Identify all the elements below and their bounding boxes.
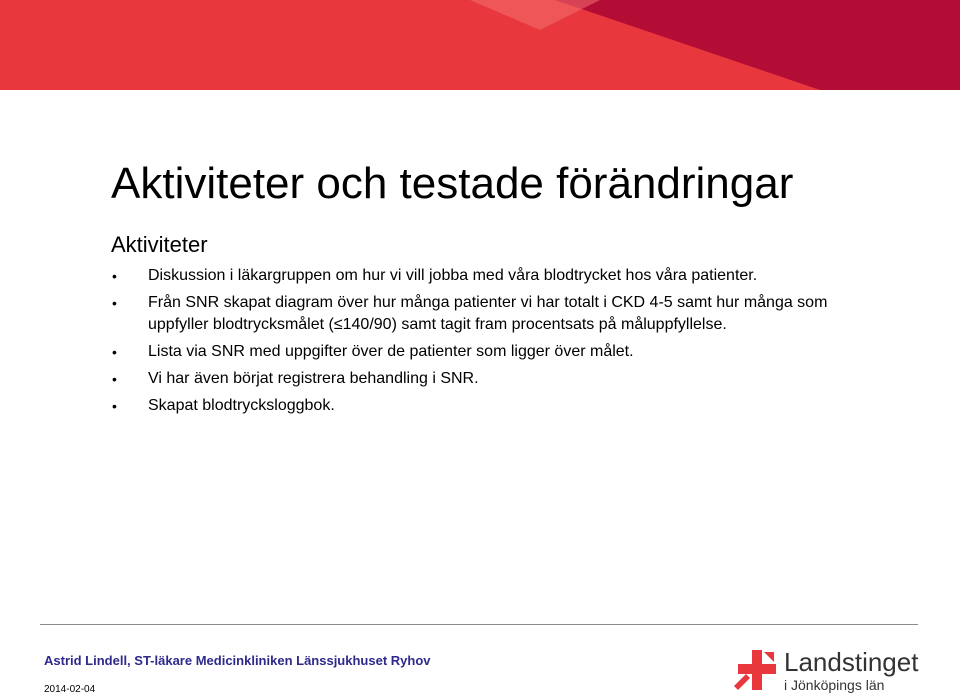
footer-author: Astrid Lindell, ST-läkare Medicinkliniken Länssjukhuset Ryhov [44,653,431,668]
landstinget-logo [734,644,924,696]
cross-arrow-icon [734,648,778,692]
footer-divider [40,624,918,625]
bullet-dot-icon: • [112,398,117,414]
bullet-item [112,395,842,417]
bullet-item [112,341,842,363]
bullet-item [112,368,842,390]
top-banner [0,0,960,90]
bullet-text: Diskussion i läkargruppen om hur vi vill jobba med våra blodtrycket hos våra patienter. [148,267,758,284]
slide-title: Aktiviteter och testade förändringar [111,159,794,208]
bullet-list [112,265,842,422]
bullet-text: Från SNR skapat diagram över hur många patienter vi har totalt i CKD 4-5 samt hur många som uppfyller blodtrycksmålet (≤140/90) samt tagit fram procentsats på måluppfyllelse. [148,294,828,333]
bullet-dot-icon: • [112,371,117,387]
bullet-item [112,265,842,287]
bullet-dot-icon: • [112,295,117,311]
bullet-dot-icon: • [112,268,117,284]
bullet-dot-icon: • [112,344,117,360]
footer-date: 2014-02-04 [44,684,96,695]
bullet-text: Vi har även börjat registrera behandling i SNR. [148,370,479,387]
slide-subheading: Aktiviteter [111,232,208,257]
bullet-item [112,292,842,336]
logo-name: Landstinget [784,647,919,677]
bullet-text: Skapat blodtrycksloggbok. [148,397,335,414]
bullet-text: Lista via SNR med uppgifter över de patienter som ligger över målet. [148,343,634,360]
logo-region: i Jönköpings län [784,677,885,693]
